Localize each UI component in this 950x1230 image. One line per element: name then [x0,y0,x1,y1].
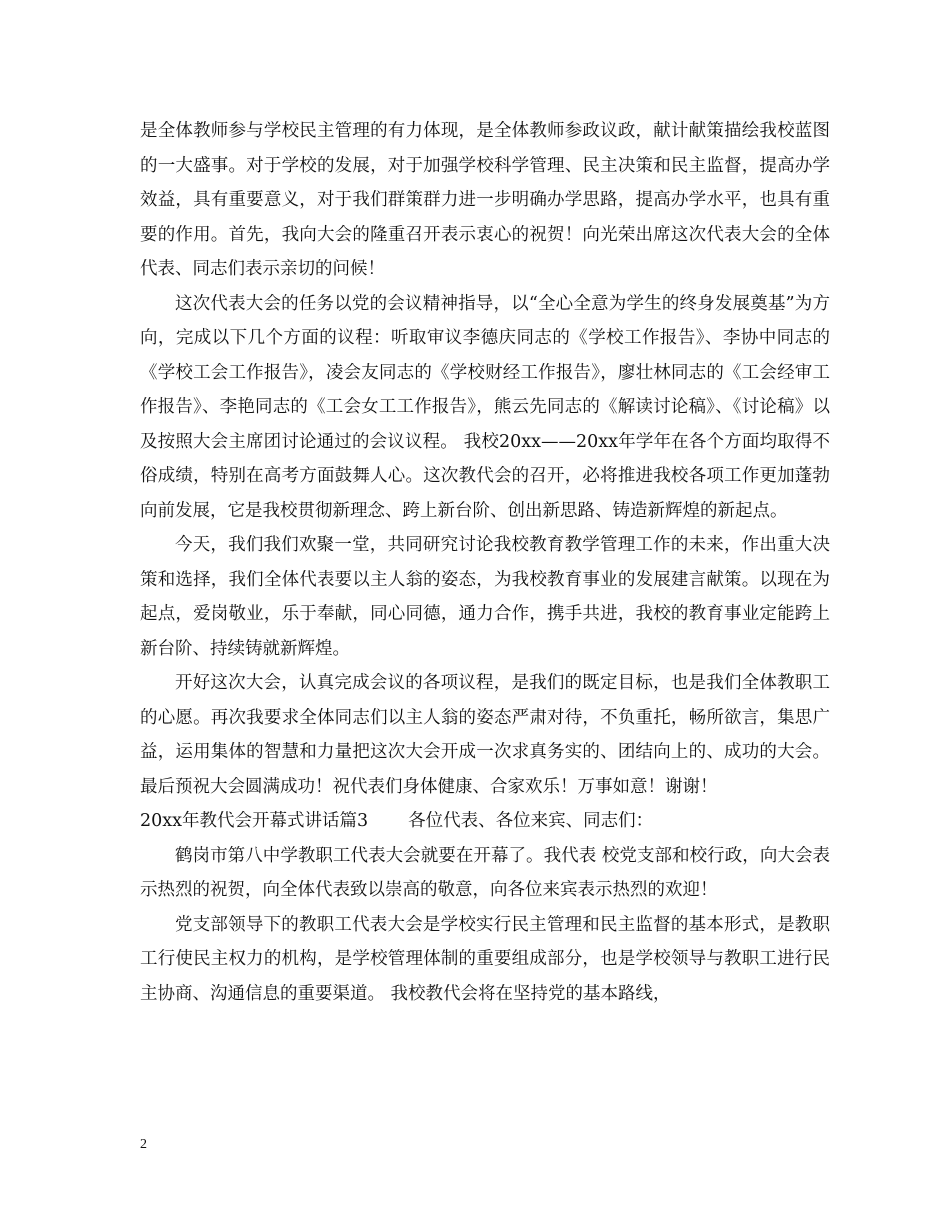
paragraph: 鹤岗市第八中学教职工代表大会就要在开幕了。我代表 校党支部和校行政，向大会表示热烈的祝贺，向全体代表致以崇高的敬意，向各位来宾表示热烈的欢迎！ [140,845,830,900]
document-body [140,114,830,1011]
page-number: 2 [140,1137,147,1152]
salutation: 各位代表、各位来宾、同志们： [408,811,654,831]
section-title: 20xx年教代会开幕式讲话篇3 [140,811,369,831]
paragraph: 党支部领导下的教职工代表大会是学校实行民主管理和民主监督的基本形式，是教职工行使民主权力的机构，是学校管理体制的重要组成部分，也是学校领导与教职工进行民主协商、沟通信息的重要渠道。 我校教代会将在坚持党的基本路线， [140,914,830,1004]
paragraph: 这次代表大会的任务以党的会议精神指导，以“全心全意为学生的终身发展奠基”为方向，完成以下几个方面的议程：听取审议李德庆同志的《学校工作报告》、李协中同志的《学校工会工作报告》，凌会友同志的《学校财经工作报告》，廖壮林同志的《工会经审工作报告》、李艳同志的《工会女工工作报告》，熊云先同志的《解读讨论稿》、《讨论稿》以及按照大会主席团讨论通过的会议议程。 我校20xx——20xx年学年在各个方面均取得不俗成绩，特别在高考方面鼓舞人心。这次教代会的召开，必将推进我校各项工作更加蓬勃向前发展，它是我校贯彻新理念、跨上新台阶、创出新思路、铸造新辉煌的新起点。 [140,293,830,521]
paragraph: 今天，我们我们欢聚一堂，共同研究讨论我校教育教学管理工作的未来，作出重大决策和选择，我们全体代表要以主人翁的姿态，为我校教育事业的发展建言献策。以现在为起点，爱岗敬业，乐于奉献，同心同德，通力合作，携手共进，我校的教育事业定能跨上新台阶、持续铸就新辉煌。 [140,535,830,659]
paragraph-continued: 是全体教师参与学校民主管理的有力体现，是全体教师参政议政，献计献策描绘我校蓝图的一大盛事。对于学校的发展，对于加强学校科学管理、民主决策和民主监督，提高办学效益，具有重要意义，对于我们群策群力进一步明确办学思路，提高办学水平，也具有重要的作用。首先，我向大会的隆重召开表示衷心的祝贺！向光荣出席这次代表大会的全体代表、同志们表示亲切的问候！ [140,121,830,279]
paragraph: 开好这次大会，认真完成会议的各项议程，是我们的既定目标，也是我们全体教职工的心愿。再次我要求全体同志们以主人翁的姿态严肃对待，不负重托，畅所欲言，集思广益，运用集体的智慧和力量把这次大会开成一次求真务实的、团结向上的、成功的大会。最后预祝大会圆满成功！祝代表们身体健康、合家欢乐！万事如意！谢谢！ [140,673,830,797]
section-heading [140,804,830,839]
